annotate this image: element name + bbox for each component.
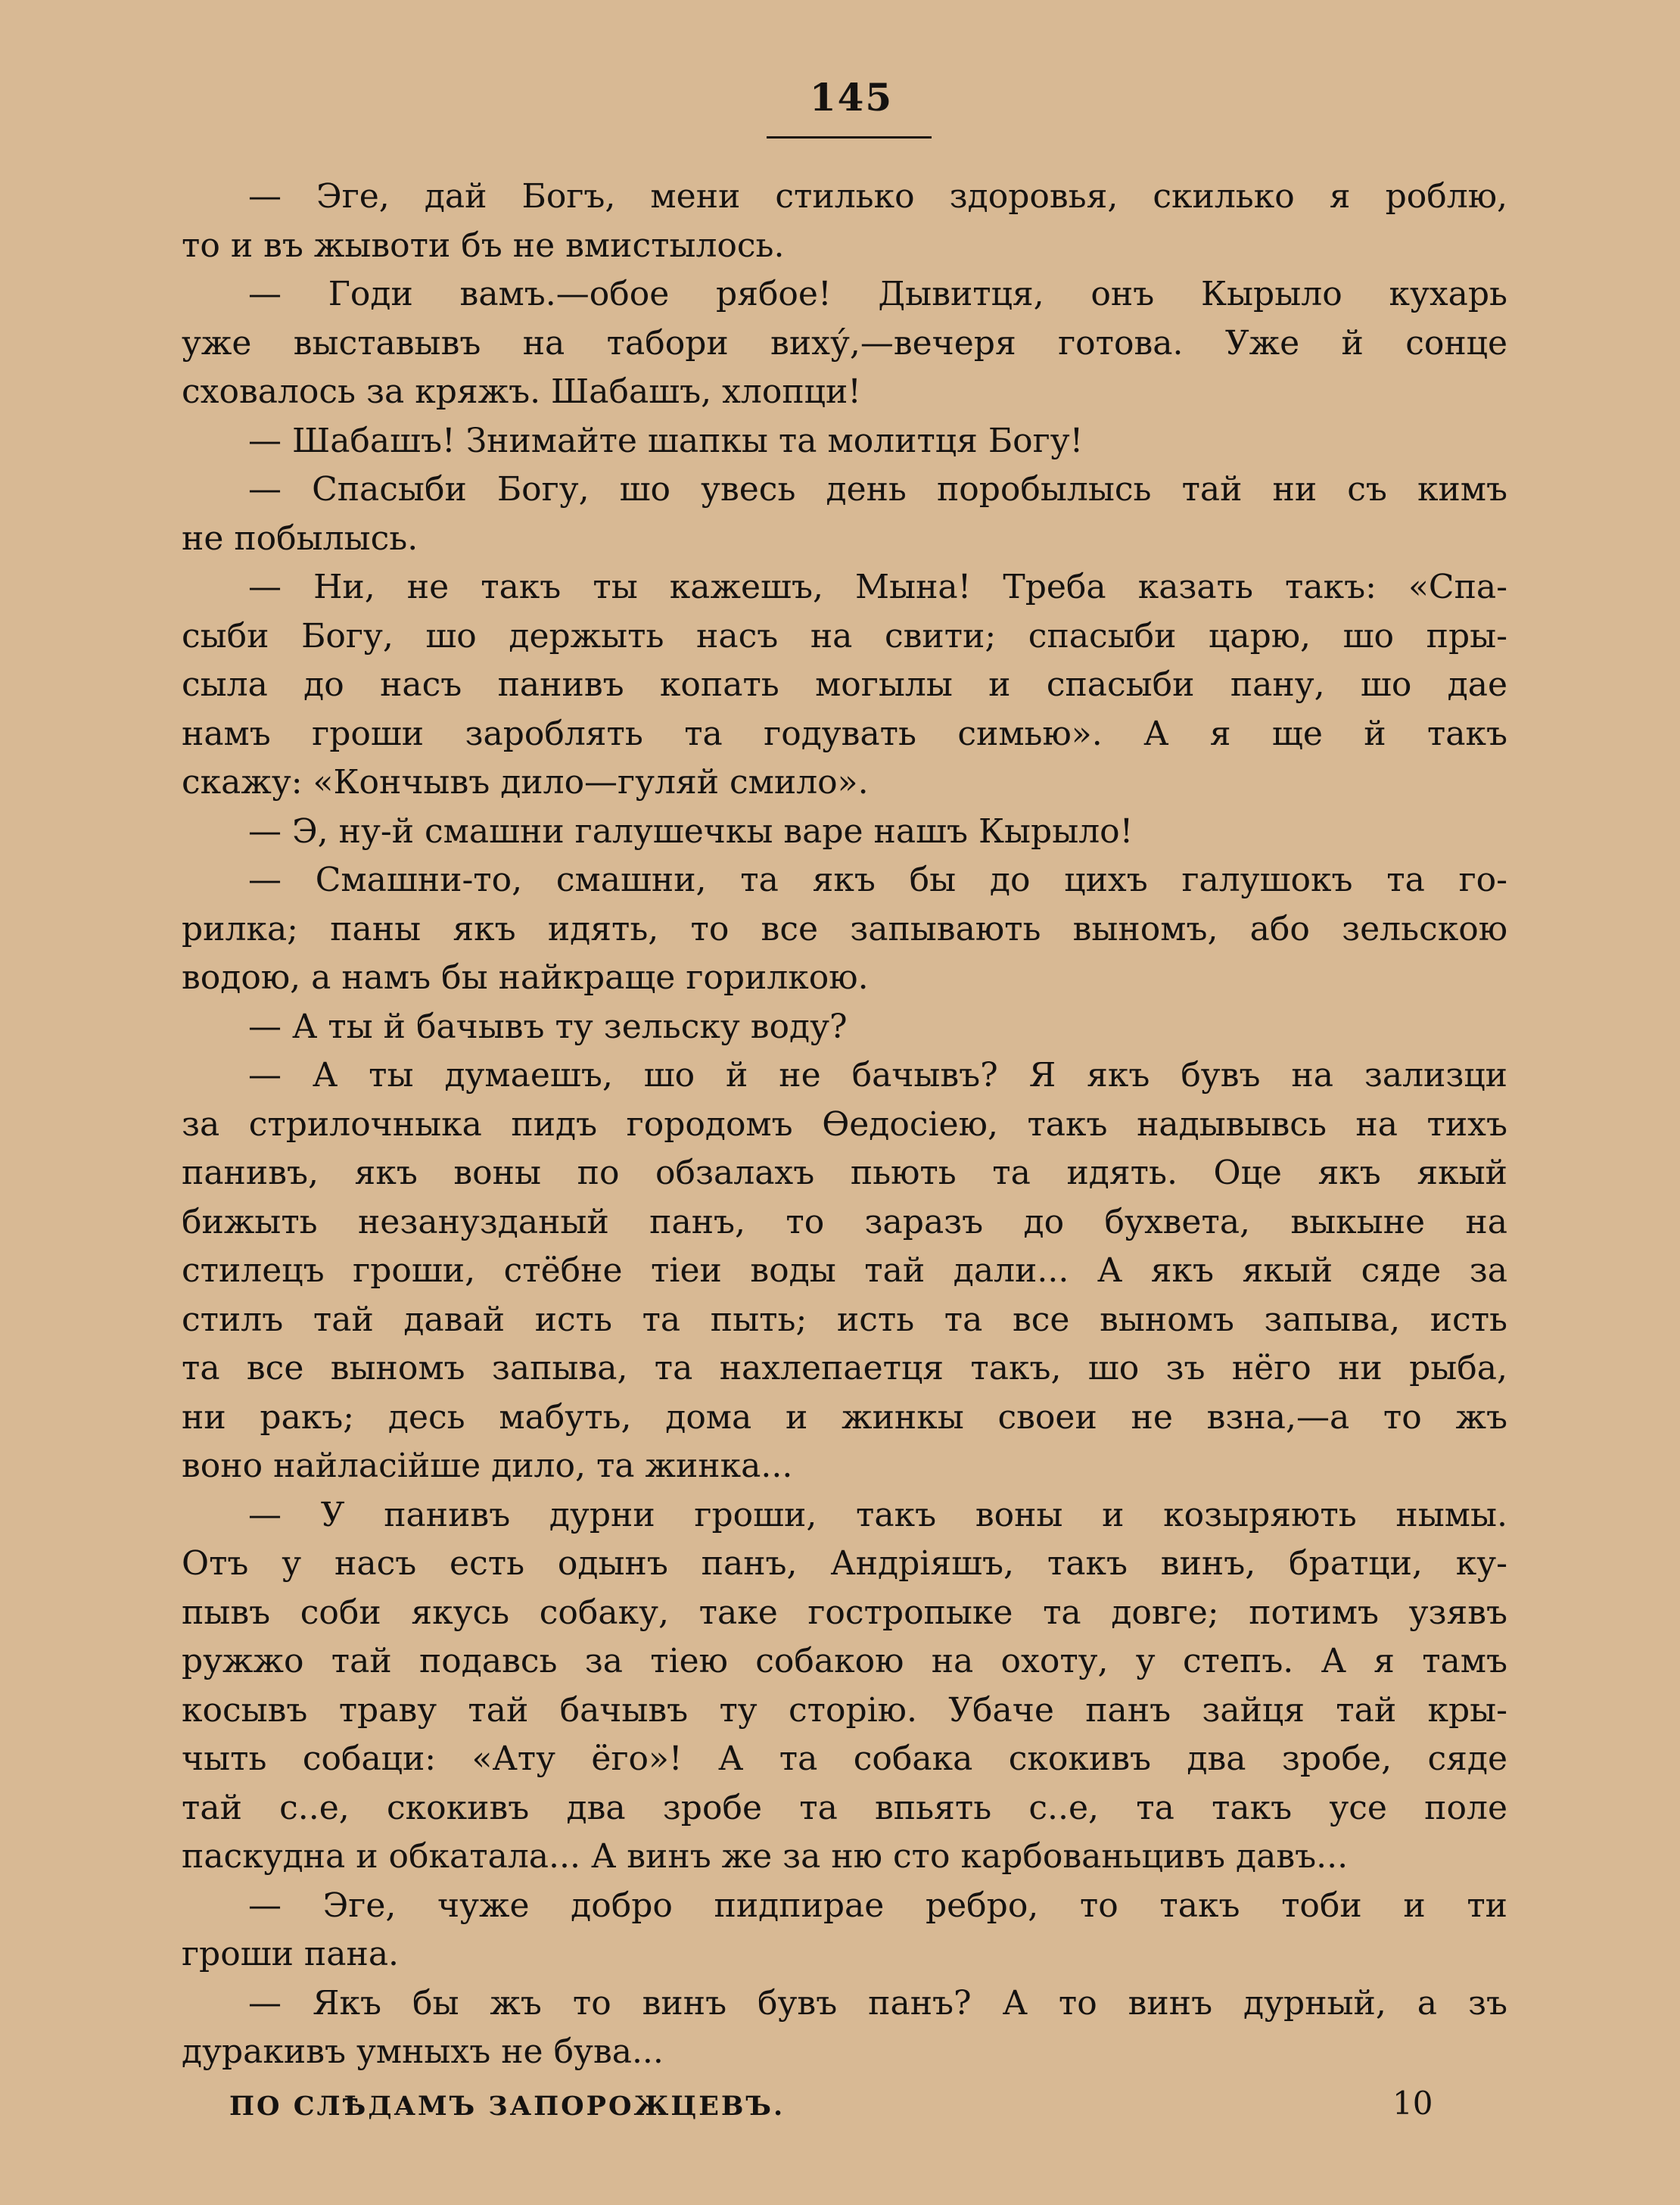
- text-line: — У панивъ дурни гроши, такъ воны и козыряють нымы.: [248, 1495, 1507, 1534]
- paragraph: [182, 466, 1507, 563]
- paragraph: [182, 1882, 1507, 1979]
- paragraph: [182, 1051, 1507, 1491]
- text-line: уже выставывъ на табори виху́,—вечеря готова. Уже й сонце: [182, 323, 1507, 363]
- text-line: сыла до насъ панивъ копать могылы и спасыби пану, шо дае: [182, 665, 1507, 704]
- page-number-rule: [767, 136, 932, 139]
- text-line: — Годи вамъ.—обое рябое! Дывитця, онъ Кырыло кухарь: [248, 275, 1507, 313]
- paragraph: [182, 1491, 1507, 1882]
- text-line: за стрилочныка пидъ городомъ Өедосіею, такъ надывывсь на тихъ: [182, 1104, 1507, 1144]
- text-line: бижыть незанузданый панъ, то заразъ до бухвета, выкыне на: [182, 1202, 1507, 1241]
- text-line: рилка; паны якъ идять, то все запывають выномъ, або зельскою: [182, 909, 1507, 948]
- text-line: чыть собаци: «Ату ёго»! А та собака скокивъ два зробе, сяде: [182, 1739, 1507, 1778]
- paragraph: [182, 856, 1507, 1003]
- text-line: намъ гроши зароблять та годувать симью». А я ще й такъ: [182, 714, 1507, 753]
- text-line: дуракивъ умныхъ не бува...: [182, 2032, 664, 2071]
- text-line: — Э, ну-й смашни галушечкы варе нашъ Кырыло!: [248, 811, 1134, 851]
- body-text: [182, 173, 1507, 2077]
- paragraph: [182, 563, 1507, 808]
- paragraph: [182, 417, 1507, 466]
- text-line: стилъ тай давай исть та пыть; исть та все выномъ запыва, исть: [182, 1300, 1507, 1339]
- text-line: ружжо тай подавсь за тіею собакою на охоту, у степъ. А я тамъ: [182, 1642, 1507, 1680]
- running-footer-title: ПО СЛѢДАМЪ ЗАПОРОЖЦЕВЪ.: [229, 2091, 786, 2122]
- text-line: то и въ жывоти бъ не вмистылось.: [182, 226, 785, 265]
- page-number: 145: [809, 75, 894, 120]
- text-line: сховалось за кряжъ. Шабашъ, хлопци!: [182, 372, 861, 411]
- text-line: пывъ соби якусь собаку, таке гостропыке та довге; потимъ узявъ: [182, 1593, 1507, 1632]
- text-line: — Эге, чуже добро пидпирае ребро, то такъ тоби и ти: [248, 1886, 1507, 1925]
- text-line: сыби Богу, шо держыть насъ на свити; спасыби царю, шо пры-: [182, 616, 1507, 656]
- text-line: — А ты думаешъ, шо й не бачывъ? Я якъ бувъ на зализци: [248, 1056, 1507, 1095]
- paragraph: [182, 1979, 1507, 2077]
- text-line: стилецъ гроши, стёбне тіеи воды тай дали... А якъ якый сяде за: [182, 1251, 1507, 1290]
- text-line: водою, а намъ бы найкраще горилкою.: [182, 958, 869, 997]
- text-line: Отъ у насъ есть одынъ панъ, Андріяшъ, такъ винъ, братци, ку-: [182, 1544, 1507, 1583]
- text-line: — Якъ бы жъ то винъ бувъ панъ? А то винъ дурный, а зъ: [248, 1983, 1507, 2023]
- text-line: — Эге, дай Богъ, мени стилько здоровья, скилько я роблю,: [248, 177, 1507, 216]
- text-line: воно найласійше дило, та жинка...: [182, 1447, 793, 1485]
- text-line: гроши пана.: [182, 1935, 400, 1973]
- text-line: — Смашни-то, смашни, та якъ бы до цихъ галушокъ та го-: [248, 861, 1507, 899]
- paragraph: [182, 808, 1507, 857]
- text-line: — Шабашъ! Знимайте шапкы та молитця Богу!: [248, 421, 1084, 460]
- text-line: — Спасыби Богу, шо увесь день поробылысь тай ни съ кимъ: [248, 470, 1507, 509]
- paragraph: [182, 173, 1507, 270]
- text-line: паскудна и обкатала... А винъ же за ню сто карбованьцивъ давъ...: [182, 1837, 1349, 1876]
- paragraph: [182, 270, 1507, 417]
- text-line: — Ни, не такъ ты кажешъ, Мына! Треба казать такъ: «Спа-: [248, 568, 1507, 606]
- text-line: ни ракъ; десь мабуть, дома и жинкы своеи не взна,—а то жъ: [182, 1397, 1507, 1437]
- text-line: тай с..е, скокивъ два зробе та впьять с..е, та такъ усе поле: [182, 1788, 1507, 1827]
- text-line: панивъ, якъ воны по обзалахъ пьють та идять. Оце якъ якый: [182, 1154, 1507, 1192]
- text-line: — А ты й бачывъ ту зельску воду?: [248, 1007, 848, 1046]
- signature-mark: 10: [1392, 2085, 1433, 2122]
- text-line: скажу: «Кончывъ дило—гуляй смило».: [182, 763, 869, 802]
- text-line: косывъ траву тай бачывъ ту сторію. Убаче панъ зайця тай кры-: [182, 1690, 1507, 1730]
- text-line: та все выномъ запыва, та нахлепаетця такъ, шо зъ нёго ни рыба,: [182, 1349, 1507, 1387]
- paragraph: [182, 1003, 1507, 1052]
- text-line: не побылысь.: [182, 519, 418, 558]
